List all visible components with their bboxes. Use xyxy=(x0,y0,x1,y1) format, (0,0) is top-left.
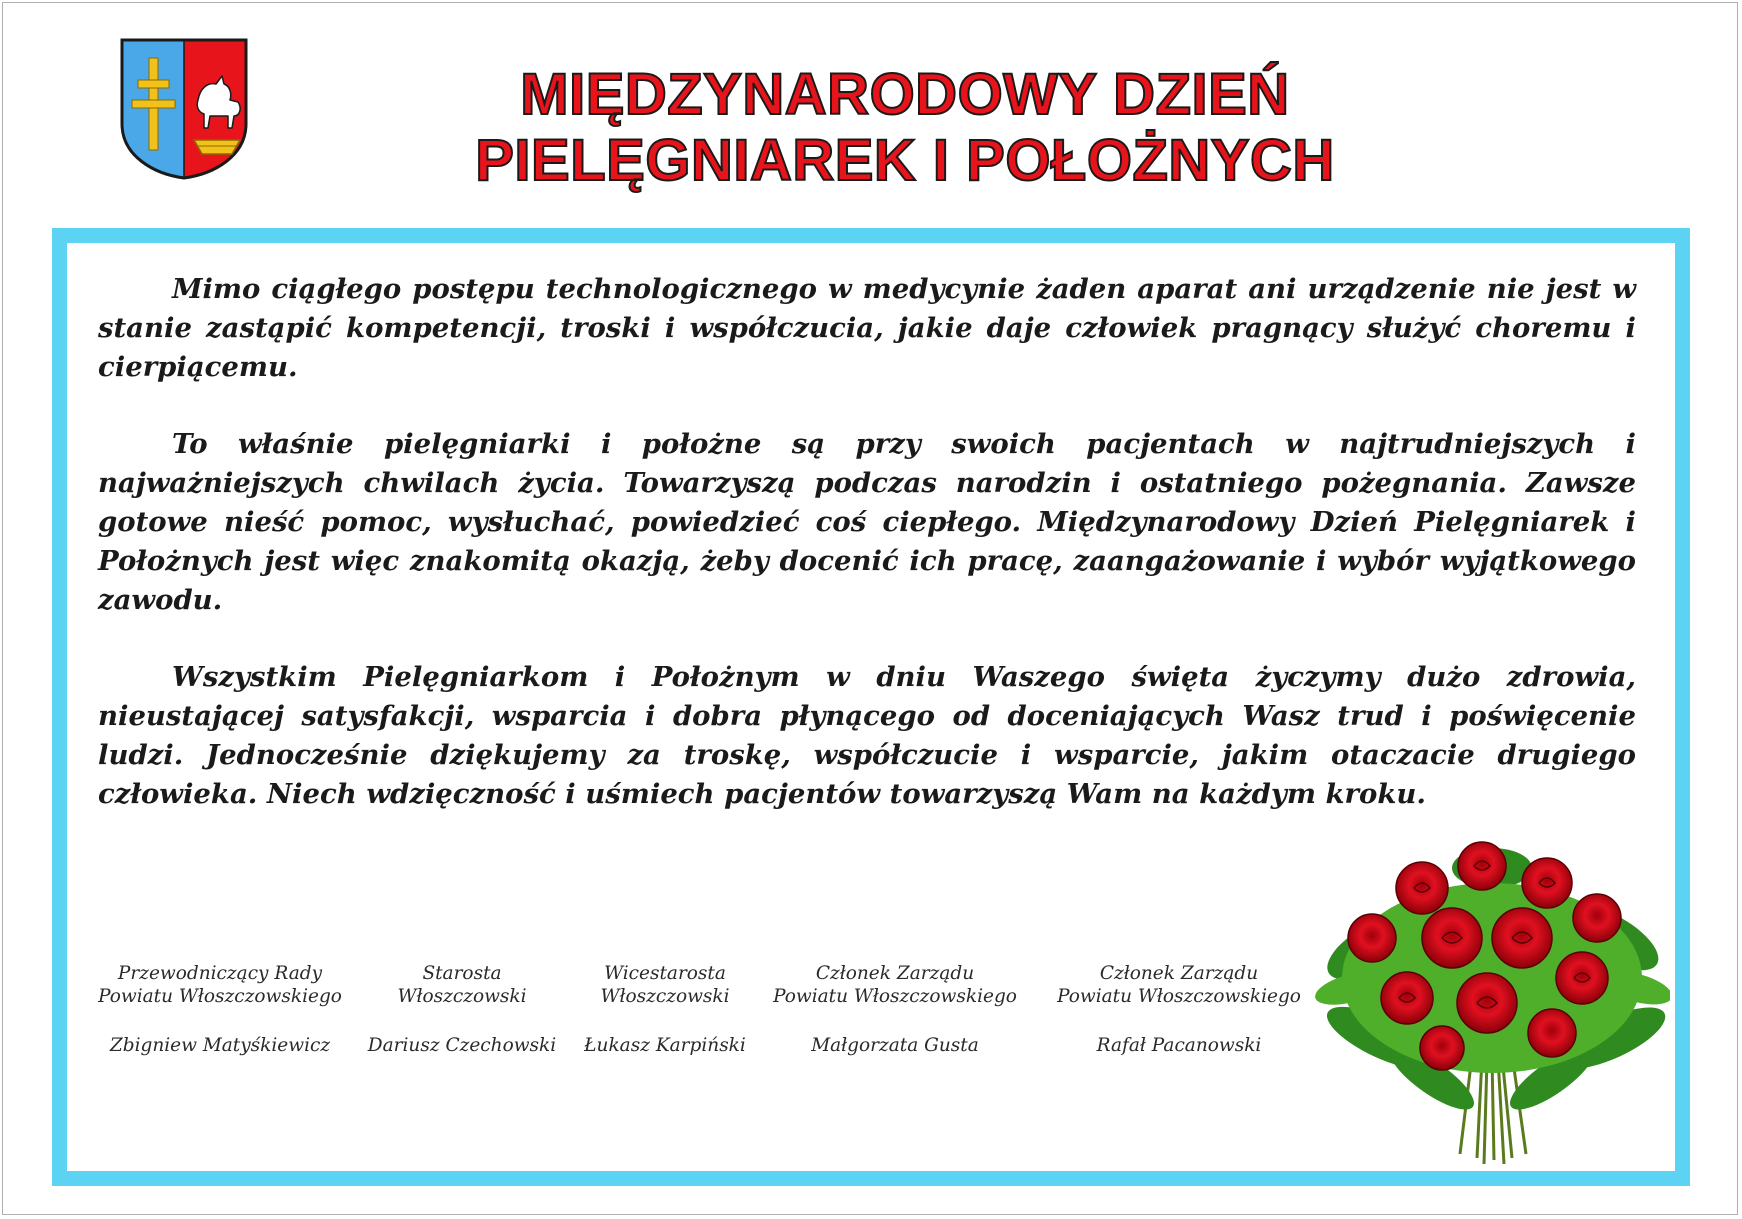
coat-of-arms-icon xyxy=(118,36,250,182)
signature-role: Włoszczowski xyxy=(600,986,730,1007)
signature-role: Wicestarosta xyxy=(604,963,726,984)
signature-role: Włoszczowski xyxy=(397,986,527,1007)
paragraph: Mimo ciągłego postępu technologicznego w medycynie żaden aparat ani urządzenie nie jest w stanie zastąpić kompetencji, troski i współczucia, jakie daje człowiek pragnący służyć choremu i cierpiącemu. xyxy=(98,273,1636,383)
signature-role: Powiatu Włoszczowskiego xyxy=(1057,986,1301,1007)
signature-role: Starosta xyxy=(422,963,502,984)
signature-role: Przewodniczący Rady xyxy=(117,963,323,984)
paragraph: To właśnie pielęgniarki i położne są przy swoich pacjentach w najtrudniejszych i najważniejszych chwilach życia. Towarzyszą podczas narodzin i ostatniego pożegnania. Zawsze gotowe nieść pomoc, wysłuchać, powiedzieć coś ciepłego. Międzynarodowy Dzień Pielęgniarek i Położnych jest więc znakomitą okazją, żeby docenić ich pracę, zaangażowanie i wybór wyjątkowego zawodu. xyxy=(98,428,1636,616)
title-line-2: PIELĘGNIAREK I POŁOŻNYCH xyxy=(475,128,1335,193)
signature-block xyxy=(762,962,1028,1056)
signature-role: Członek Zarządu xyxy=(1099,963,1259,984)
signature-name: Zbigniew Matyśkiewicz xyxy=(109,1035,331,1056)
signature-name: Rafał Pacanowski xyxy=(1096,1035,1262,1056)
signature-block xyxy=(572,962,758,1056)
signature-name: Małgorzata Gusta xyxy=(811,1035,979,1056)
signature-block xyxy=(88,962,352,1056)
signature-role: Powiatu Włoszczowskiego xyxy=(773,986,1017,1007)
signature-name: Łukasz Karpiński xyxy=(584,1035,746,1056)
message-body xyxy=(98,270,1636,852)
signature-name: Dariusz Czechowski xyxy=(367,1035,557,1056)
rose-bouquet-icon xyxy=(1312,828,1670,1168)
page-title xyxy=(300,62,1510,194)
title-line-1: MIĘDZYNARODOWY DZIEŃ xyxy=(520,62,1290,127)
paragraph: Wszystkim Pielęgniarkom i Położnym w dniu Waszego święta życzymy dużo zdrowia, nieustającej satysfakcji, wsparcia i dobra płynącego od doceniających Wasz trud i poświęcenie ludzi. Jednocześnie dziękujemy za troskę, współczucie i wsparcie, jakim otaczacie drugiego człowieka. Niech wdzięczność i uśmiech pacjentów towarzyszą Wam na każdym kroku. xyxy=(98,661,1636,810)
signature-block xyxy=(358,962,566,1056)
signature-block xyxy=(1046,962,1312,1056)
signature-role: Powiatu Włoszczowskiego xyxy=(98,986,342,1007)
signature-role: Członek Zarządu xyxy=(815,963,975,984)
